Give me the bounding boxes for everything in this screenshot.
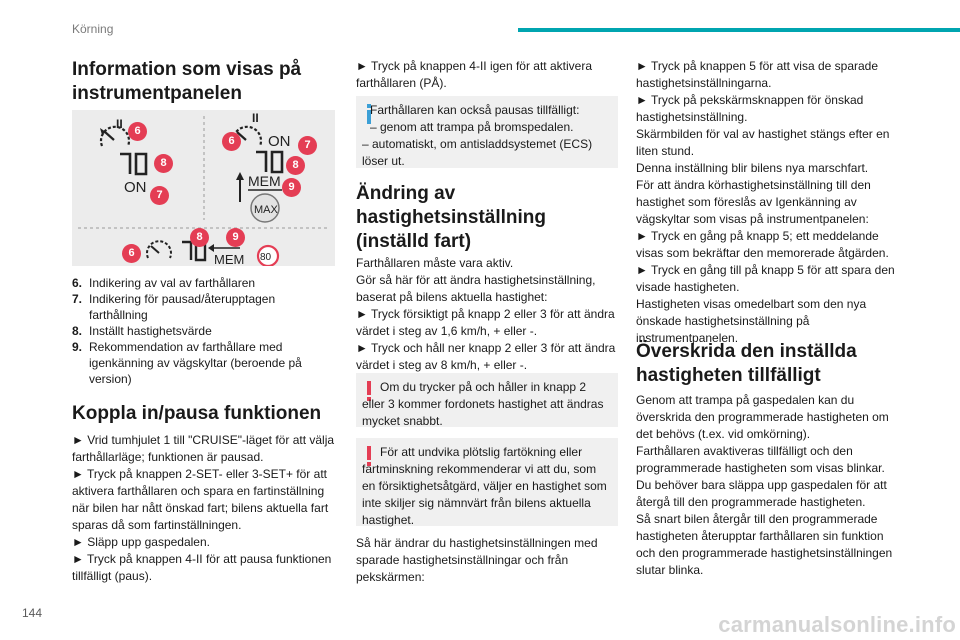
exceed-speed-body (636, 392, 904, 579)
legend-item: 7. Indikering för pausad/återupptagen farthållning (72, 292, 276, 322)
instruction-step: ► Tryck en gång till på knapp 5 för att spara den visade hastigheten. (636, 263, 895, 294)
warning-note (356, 438, 618, 526)
on-label: ON (268, 133, 291, 150)
callout-badge: 8 (190, 228, 209, 247)
legend-item: 9. Rekommendation av farthållare med igenkänning av vägskyltar (beroende på version) (72, 340, 302, 386)
body-line: Du behöver bara släppa upp gaspedalen för att återgå till den programmerade hastigheten. (636, 478, 887, 509)
instruction-step: ► Tryck på pekskärmsknappen för önskad hastighetsinställning. (636, 93, 864, 124)
callout-badge: 6 (122, 244, 141, 263)
mem-label: MEM (214, 252, 245, 266)
body-line: För att ändra körhastighetsinställning till den hastighet som föreslås av Igenkänning av vägskyltar som visas på instrumentpanelen: (636, 178, 871, 226)
title-engage-pause: Koppla in/pausa funktionen (72, 403, 322, 424)
callout-badge: 7 (298, 136, 317, 155)
instruction-step: ► Vrid tumhjulet 1 till "CRUISE"-läget för att välja farthållarläge; funktionen är pausad. (72, 433, 335, 464)
reactivate-step: ► Tryck på knappen 4-II igen för att aktivera farthållaren (PÅ). (356, 59, 592, 90)
body-line: Farthållaren avaktiveras tillfälligt och den programmerade hastigheten som visas blinkar. (636, 444, 885, 475)
instruction-step: ► Släpp upp gaspedalen. (72, 535, 210, 549)
callout-badge: 8 (286, 156, 305, 175)
header-accent-bar (518, 28, 960, 32)
speed-value-digits (256, 152, 282, 172)
callout-badge: 7 (150, 186, 169, 205)
engage-instructions (72, 432, 337, 585)
body-line: Skärmbilden för val av hastighet stängs efter en liten stund. (636, 127, 890, 158)
instruction-step: ► Tryck på knappen 4-II för att pausa funktionen tillfälligt (paus). (72, 552, 332, 583)
on-label: ON (124, 179, 147, 196)
instruction-step: ► Tryck försiktigt på knapp 2 eller 3 för att ändra värdet i steg av 1,6 km/h, + eller -. (356, 307, 615, 338)
figure-legend (72, 275, 337, 387)
title-instrument-info: Information som visas på instrumentpanelen (72, 59, 302, 104)
note-line: – automatiskt, om antisladdsystemet (ECS) löser ut. (362, 137, 593, 168)
page-number: 144 (22, 606, 43, 620)
legend-item: 6. Indikering av val av farthållaren (72, 276, 256, 290)
body-line: Genom att trampa på gaspedalen kan du överskrida den programmerade hastigheten om det behövs (t.ex. vid omkörning). (636, 393, 889, 441)
body-line: Denna inställning blir bilens nya marschfart. (636, 161, 869, 175)
change-speed-outro: Så här ändrar du hastighetsinställningen med sparade hastighetsinställningar och från pekskärmen: (356, 536, 598, 584)
legend-item: 8. Inställt hastighetsvärde (72, 324, 212, 338)
body-line: Farthållaren måste vara aktiv. (356, 256, 514, 270)
title-exceed-speed: Överskrida den inställda hastigheten tillfälligt (636, 341, 857, 386)
instruction-step: ► Tryck på knappen 2-SET- eller 3-SET+ för att aktivera farthållaren och spara en fartinställning när bilen har nått önskad fart; bilens aktuella fart sparas då som fartinställningen. (72, 467, 329, 532)
callout-badge: 6 (128, 122, 147, 141)
body-line: Så snart bilen återgår till den programmerade hastigheten återupptar farthållaren sin funktion och den programmerade hastighetsinställningen slutar blinka. (636, 512, 893, 577)
instruction-step: ► Tryck en gång på knapp 5; ett meddelande visas som bekräftar den memorerade åtgärden. (636, 229, 889, 260)
speed-value-digits (120, 154, 146, 174)
callout-badge: 6 (222, 132, 241, 151)
title-change-speed: Ändring av hastighetsinställning (inställd fart) (356, 183, 547, 252)
watermark: carmanualsonline.info (718, 612, 956, 637)
warning-note (356, 373, 618, 427)
change-speed-body (356, 255, 621, 374)
note-line: – genom att trampa på bromspedalen. (370, 120, 574, 134)
instruction-step: ► Tryck på knappen 5 för att visa de sparade hastighetsinställningarna. (636, 59, 879, 90)
callout-badge: 9 (282, 178, 301, 197)
speedometer-icon (100, 127, 129, 146)
body-line: Gör så här för att ändra hastighetsinställning, baserat på bilens aktuella hastighet: (356, 273, 596, 304)
callout-badge: 8 (154, 154, 173, 173)
section-header: Körning (72, 22, 114, 36)
instrument-panel-figure (72, 110, 335, 266)
speed-limit-label: 80 (260, 252, 272, 263)
body-line: Hastigheten visas omedelbart som den nya önskade hastighetsinställning på instrumentpanelen. (636, 297, 867, 345)
warning-text: För att undvika plötslig fartökning eller fartminskning rekommenderar vi att du, som en försiktighetsåtgärd, väljer en hastighet som inte skiljer sig nämnvärt från bilens aktuella hastighet. (362, 445, 607, 527)
instruction-step: ► Tryck och håll ner knapp 2 eller 3 för att ändra värdet i steg av 8 km/h, + eller -. (356, 341, 616, 372)
memory-speed-body (636, 58, 904, 347)
speedometer-icon (147, 241, 171, 258)
callout-badge: 9 (226, 228, 245, 247)
warning-text: Om du trycker på och håller in knapp 2 eller 3 kommer fordonets hastighet att ändras mycket snabbt. (362, 380, 604, 428)
pause-mark: II (116, 117, 123, 131)
pause-mark: II (252, 111, 259, 125)
mem-label: MEM (248, 173, 281, 189)
max-label: MAX (254, 204, 278, 216)
info-note (356, 96, 618, 168)
note-line: Farthållaren kan också pausas tillfälligt: (370, 103, 580, 117)
